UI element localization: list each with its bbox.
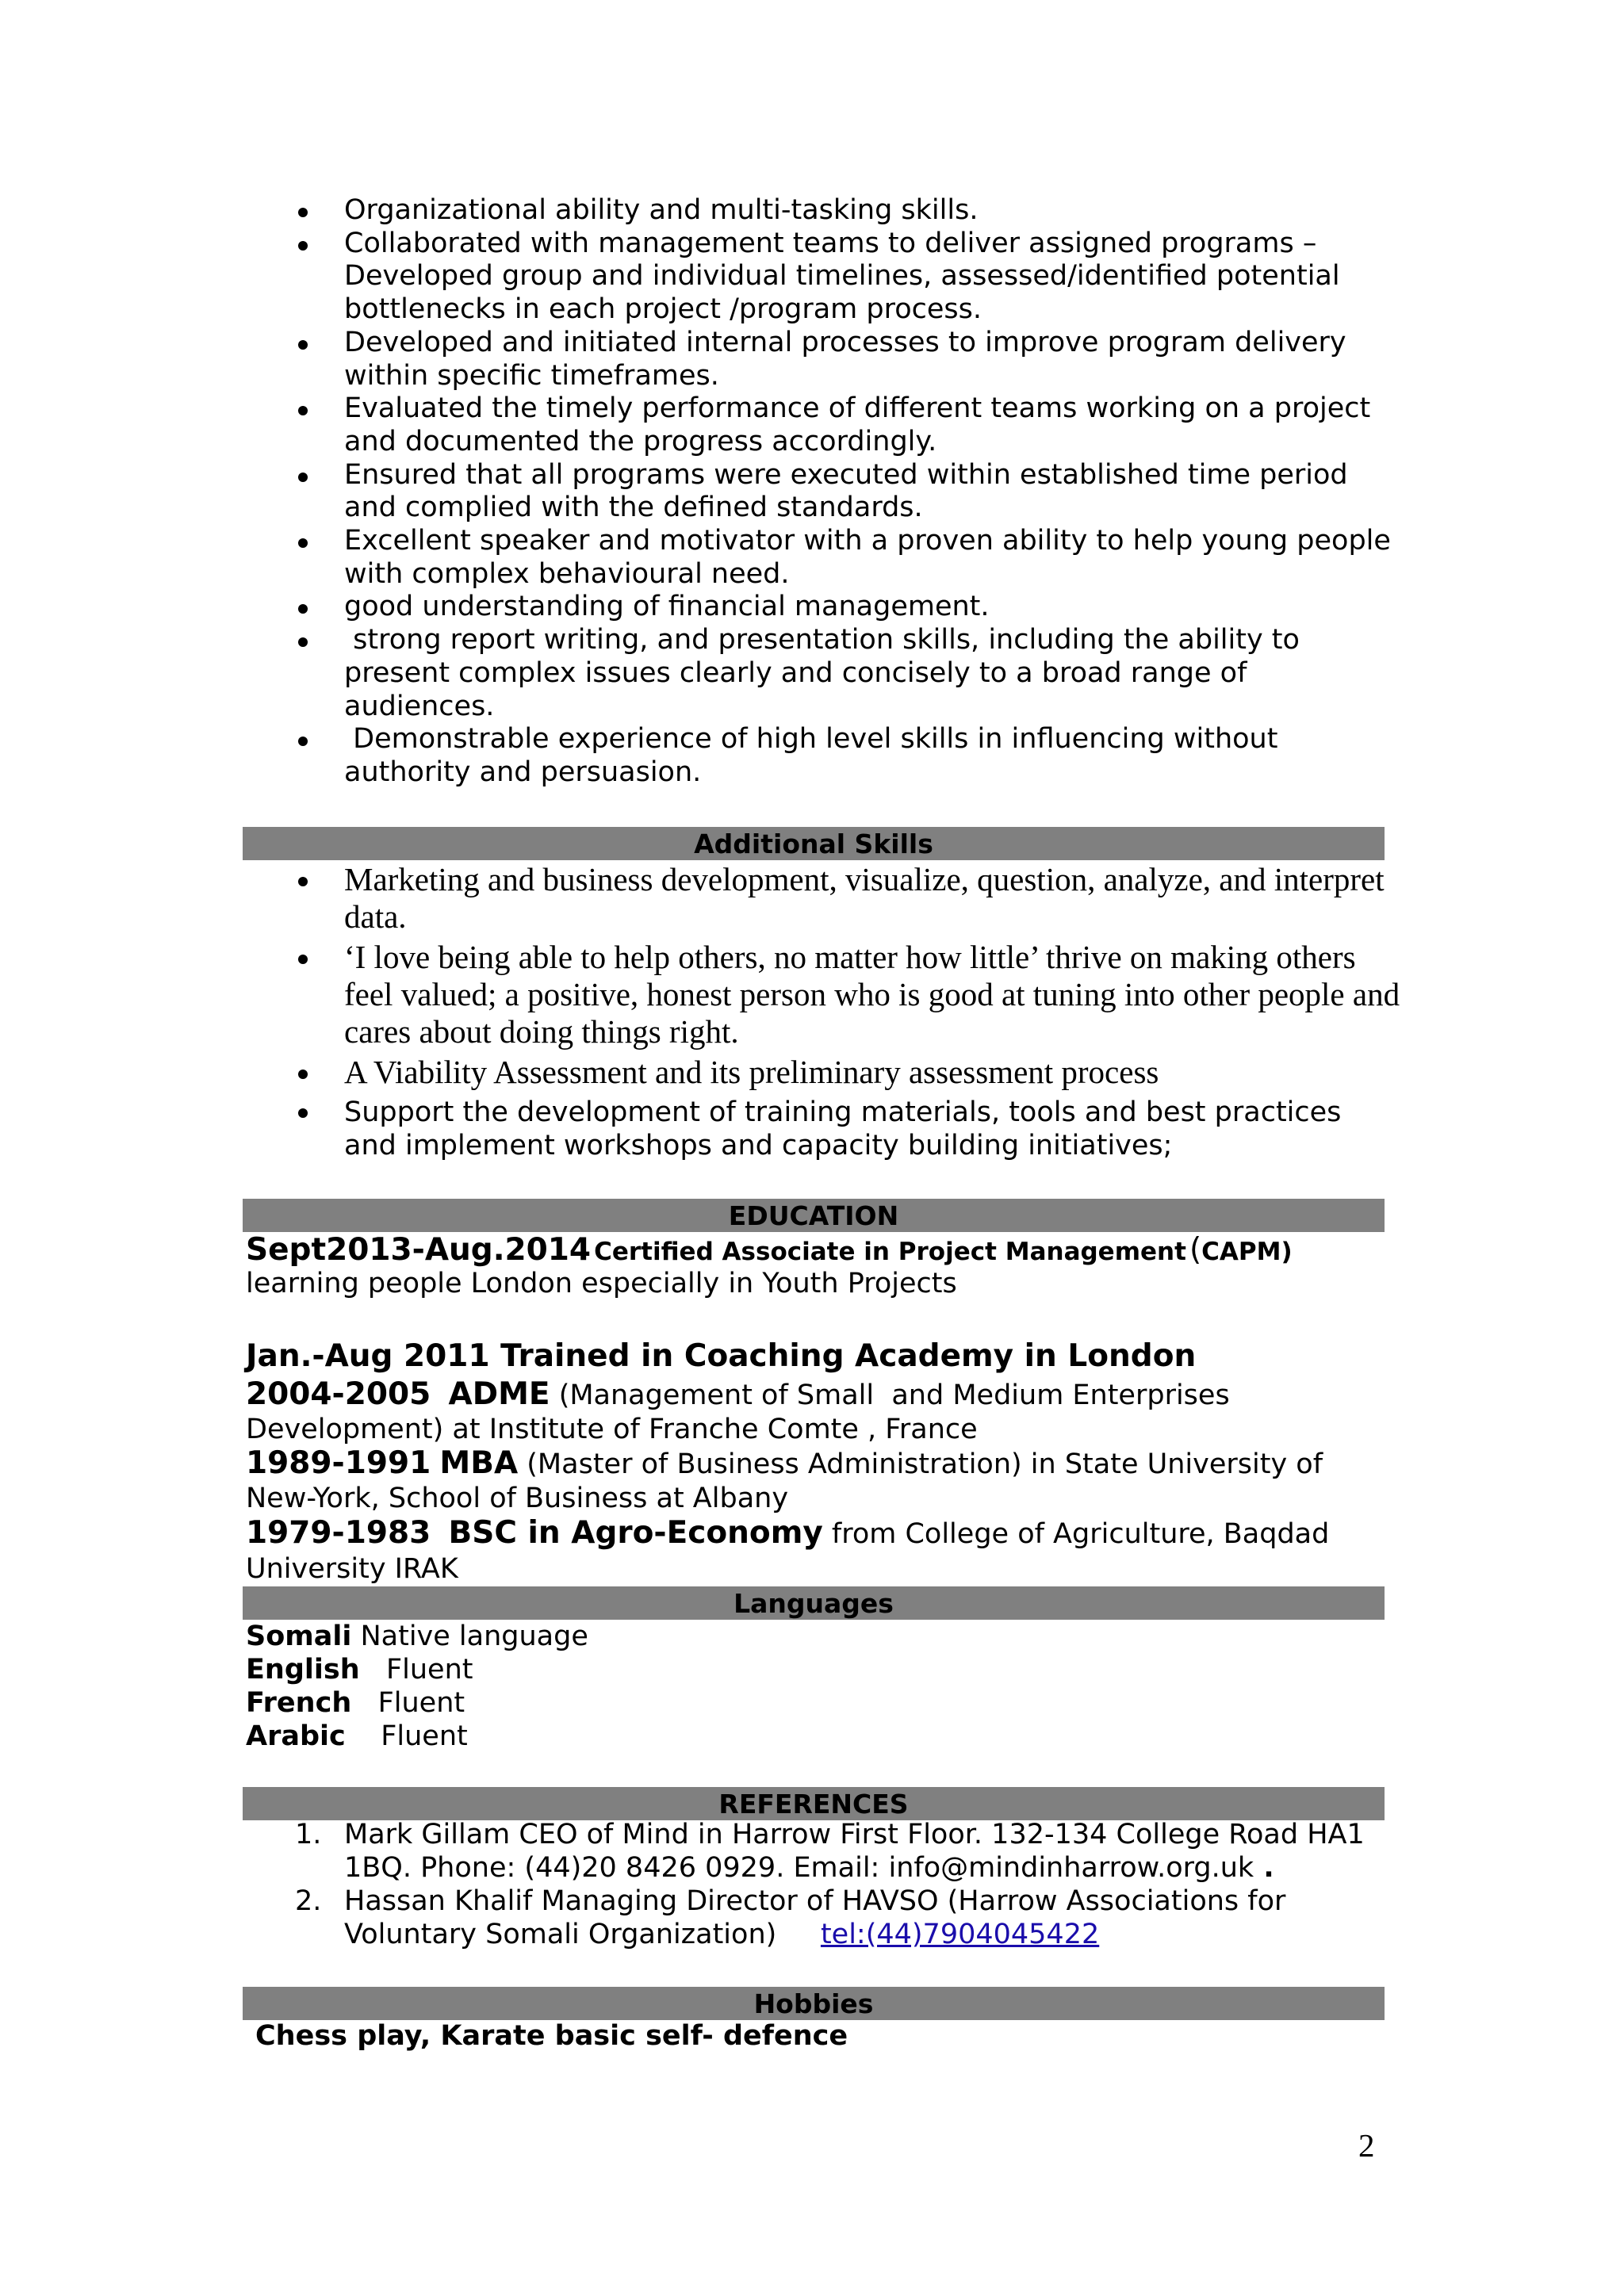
education-adme: 2004-2005 ADME (Management of Small and Medium Enterprises (246, 1376, 1230, 1412)
reference-item: 2. Hassan Khalif Managing Director of HAVSO (Harrow Associations for Voluntary Somali Organization) tel:(44)7904045422 (295, 1885, 1286, 1950)
bullet-icon (298, 241, 308, 251)
additional-skills-header (243, 827, 1385, 860)
references-header (243, 1787, 1385, 1820)
language-row-english: English Fluent (246, 1654, 473, 1686)
education-mba: 1989-1991 MBA (Master of Business Administration) in State University of (246, 1445, 1323, 1481)
reference-item: 1. Mark Gillam CEO of Mind in Harrow First Floor. 132-134 College Road HA1 1BQ. Phone: (44)20 8426 0929. Email: info@mindinharrow.org.uk . (295, 1819, 1365, 1884)
list-item: good understanding of financial management. (243, 591, 1400, 624)
list-item: A Viability Assessment and its preliminary assessment process (243, 1054, 1400, 1091)
section-title: Languages (733, 1588, 894, 1619)
section-title: REFERENCES (718, 1789, 909, 1820)
list-item: Organizational ability and multi-tasking skills. (243, 194, 1400, 228)
references-list (243, 1818, 1408, 1951)
list-item: Marketing and business development, visualize, question, analyze, and interpret data. (243, 861, 1400, 936)
section-title: Additional Skills (694, 828, 933, 859)
list-item: Evaluated the timely performance of different teams working on a project and documented the progress accordingly. (243, 392, 1400, 458)
language-row-arabic: Arabic Fluent (246, 1720, 468, 1752)
bullet-icon (298, 1108, 308, 1118)
bullet-icon (298, 637, 308, 647)
language-row-somali: Somali Native language (246, 1621, 588, 1652)
education-capm: Sept2013-Aug.2014 Certified Associate in Project Management (CAPM) (246, 1232, 1293, 1268)
education-capm-detail: learning people London especially in Youth Projects (246, 1268, 957, 1299)
bullet-icon (298, 538, 308, 548)
language-row-french: French Fluent (246, 1687, 465, 1719)
list-item: Excellent speaker and motivator with a proven ability to help young people with complex behavioural need. (243, 525, 1400, 591)
languages-header (243, 1586, 1385, 1620)
list-item: ‘I love being able to help others, no matter how little’ thrive on making others feel valued; a positive, honest person who is good at tuning into other people and cares about doing things right. (243, 939, 1400, 1050)
hobbies-header (243, 1987, 1385, 2020)
section-title: Hobbies (753, 1988, 874, 2019)
list-item: strong report writing, and presentation skills, including the ability to present complex issues clearly and concisely to a broad range of audiences. (243, 624, 1400, 723)
bullet-icon (298, 604, 308, 614)
bullet-icon (298, 208, 308, 217)
phone-link[interactable]: tel:(44)7904045422 (820, 1919, 1100, 1950)
education-header (243, 1199, 1385, 1232)
bullet-icon (298, 955, 308, 964)
page-number: 2 (1358, 2127, 1375, 2164)
list-item: Support the development of training materials, tools and best practices and implement workshops and capacity building initiatives; (243, 1096, 1400, 1162)
education-coaching: Jan.-Aug 2011 Trained in Coaching Academy in London (246, 1338, 1197, 1374)
list-item: Developed and initiated internal processes to improve program delivery within specific timeframes. (243, 327, 1400, 392)
education-adme-detail: Development) at Institute of Franche Comte , France (246, 1414, 978, 1445)
education-bsc-detail: University IRAK (246, 1553, 458, 1585)
education-bsc: 1979-1983 BSC in Agro-Economy from College of Agriculture, Baqdad (246, 1515, 1330, 1551)
bullet-icon (298, 340, 308, 350)
section-title: EDUCATION (728, 1200, 899, 1231)
bullet-icon (298, 1070, 308, 1079)
bullet-icon (298, 473, 308, 482)
skills-bullet-list (243, 194, 1400, 790)
education-mba-detail: New-York, School of Business at Albany (246, 1483, 789, 1514)
list-item: Collaborated with management teams to deliver assigned programs – Developed group and individual timelines, assessed/identified potential bottlenecks in each project /program process. (243, 228, 1400, 327)
bullet-icon (298, 406, 308, 415)
hobbies-text: Chess play, Karate basic self- defence (255, 2020, 848, 2052)
list-item: Demonstrable experience of high level skills in influencing without authority and persuasion. (243, 723, 1400, 789)
bullet-icon (298, 737, 308, 746)
bullet-icon (298, 877, 308, 886)
list-item: Ensured that all programs were executed within established time period and complied with the defined standards. (243, 459, 1400, 525)
additional-skills-list (243, 861, 1400, 1162)
